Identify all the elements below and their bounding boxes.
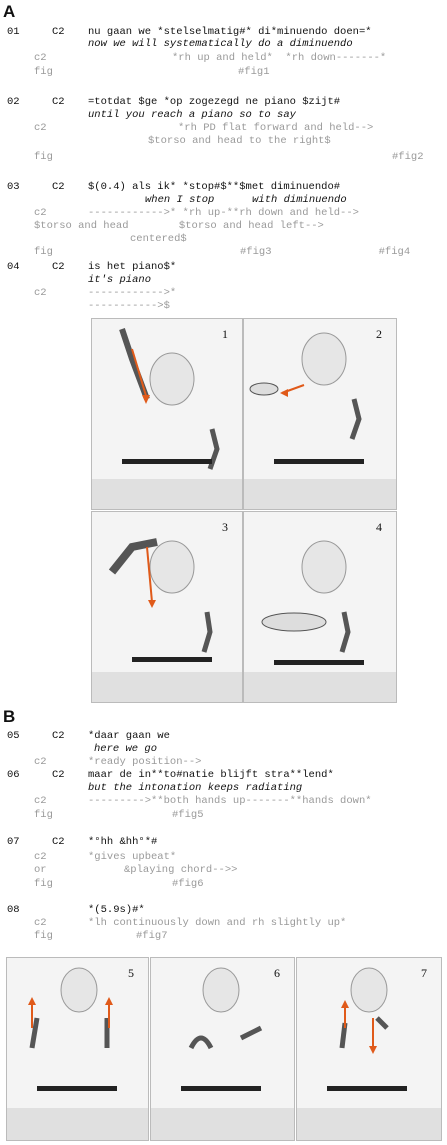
figure-4-photo — [243, 511, 397, 703]
tier-fig: fig — [34, 151, 53, 163]
utterance: maar de in**to#natie blijft stra**lend* — [88, 769, 334, 781]
section-label-a: A — [3, 2, 16, 21]
figure-4-sketch — [244, 512, 396, 702]
translation: until you reach a piano so to say — [88, 109, 296, 121]
figure-2-photo — [243, 318, 397, 510]
utterance: *daar gaan we — [88, 730, 170, 742]
tier-c2: c2 — [34, 851, 47, 863]
speaker-label: C2 — [52, 26, 65, 38]
tier-fig: fig — [34, 930, 53, 942]
speaker-label: C2 — [52, 181, 65, 193]
speaker-label: C2 — [52, 730, 65, 742]
figure-number: 5 — [128, 966, 134, 980]
figure-3-sketch — [92, 512, 242, 702]
gesture-annotation: --------->**both hands up-------**hands down* — [88, 795, 372, 807]
gesture-annotation: *rh PD flat forward and held--> — [178, 122, 374, 134]
tier-fig: fig — [34, 809, 53, 821]
figure-marker: #fig5 — [172, 809, 204, 821]
figure-number: 6 — [274, 966, 280, 980]
tier-c2: c2 — [34, 52, 47, 64]
tier-c2: c2 — [34, 287, 47, 299]
tier-c2: c2 — [34, 756, 47, 768]
line-number: 02 — [7, 96, 20, 108]
line-number: 06 — [7, 769, 20, 781]
utterance: $(0.4) als ik* *stop#$**$met diminuendo# — [88, 181, 341, 193]
figure-number: 4 — [376, 520, 382, 534]
section-label-b: B — [3, 707, 16, 726]
torso-annotation: $torso and head to the right$ — [148, 135, 331, 147]
figure-5-sketch — [7, 958, 148, 1140]
gesture-annotation: *lh continuously down and rh slightly up* — [88, 917, 347, 929]
translation: when I stop with diminuendo — [145, 194, 347, 206]
tier-fig: fig — [34, 246, 53, 258]
figure-6-sketch — [151, 958, 294, 1140]
figure-3-photo — [91, 511, 243, 703]
tier-c2: c2 — [34, 122, 47, 134]
line-number: 07 — [7, 836, 20, 848]
figure-marker: #fig2 — [392, 151, 424, 163]
line-number: 08 — [7, 904, 20, 916]
torso-annotation-continued: centered$ — [130, 233, 187, 245]
utterance: is het piano$* — [88, 261, 177, 273]
line-number: 04 — [7, 261, 20, 273]
tier-c2: c2 — [34, 917, 47, 929]
tier-or: or — [34, 864, 47, 876]
torso-annotation: $torso and head $torso and head left--> — [34, 220, 324, 232]
gesture-annotation: *gives upbeat* — [88, 851, 177, 863]
movement-arrow — [132, 349, 147, 399]
orchestra-annotation: &playing chord-->> — [124, 864, 238, 876]
line-number: 05 — [7, 730, 20, 742]
speaker-label: C2 — [52, 261, 65, 273]
figure-marker: #fig3 #fig4 — [240, 246, 411, 258]
utterance: *(5.9s)#* — [88, 904, 145, 916]
tier-fig: fig — [34, 878, 53, 890]
figure-number: 2 — [376, 327, 382, 341]
speaker-label: C2 — [52, 836, 65, 848]
gesture-annotation: *rh up and held* *rh down-------* — [172, 52, 387, 64]
utterance: *°hh &hh°*# — [88, 836, 158, 848]
gesture-annotation: ------------>* — [88, 287, 177, 299]
tier-c2: c2 — [34, 795, 47, 807]
figure-marker: #fig7 — [136, 930, 168, 942]
tier-c2: c2 — [34, 207, 47, 219]
line-number: 03 — [7, 181, 20, 193]
figure-1-photo — [91, 318, 243, 510]
figure-number: 3 — [222, 520, 228, 534]
translation: now we will systematically do a diminuendo — [88, 38, 353, 50]
figure-7-sketch — [297, 958, 441, 1140]
figure-marker: #fig6 — [172, 878, 204, 890]
figure-7-photo — [296, 957, 442, 1141]
utterance: =totdat $ge *op zogezegd ne piano $zijt# — [88, 96, 341, 108]
speaker-label: C2 — [52, 769, 65, 781]
translation: but the intonation keeps radiating — [88, 782, 303, 794]
translation: here we go — [94, 743, 158, 755]
figure-5-photo — [6, 957, 149, 1141]
torso-annotation: ----------->$ — [88, 300, 170, 312]
figure-number: 7 — [421, 966, 427, 980]
figure-number: 1 — [222, 327, 228, 341]
figure-marker: #fig1 — [238, 66, 270, 78]
figure-2-sketch — [244, 319, 396, 509]
tier-fig: fig — [34, 66, 53, 78]
line-number: 01 — [7, 26, 20, 38]
figure-6-photo — [150, 957, 295, 1141]
figure-1-sketch — [92, 319, 242, 509]
speaker-label: C2 — [52, 96, 65, 108]
utterance: nu gaan we *stelselmatig#* di*minuendo doen=* — [88, 26, 372, 38]
gesture-annotation: *ready position--> — [88, 756, 202, 768]
gesture-annotation: ------------>* *rh up-**rh down and held--> — [88, 207, 359, 219]
translation: it's piano — [88, 274, 152, 286]
